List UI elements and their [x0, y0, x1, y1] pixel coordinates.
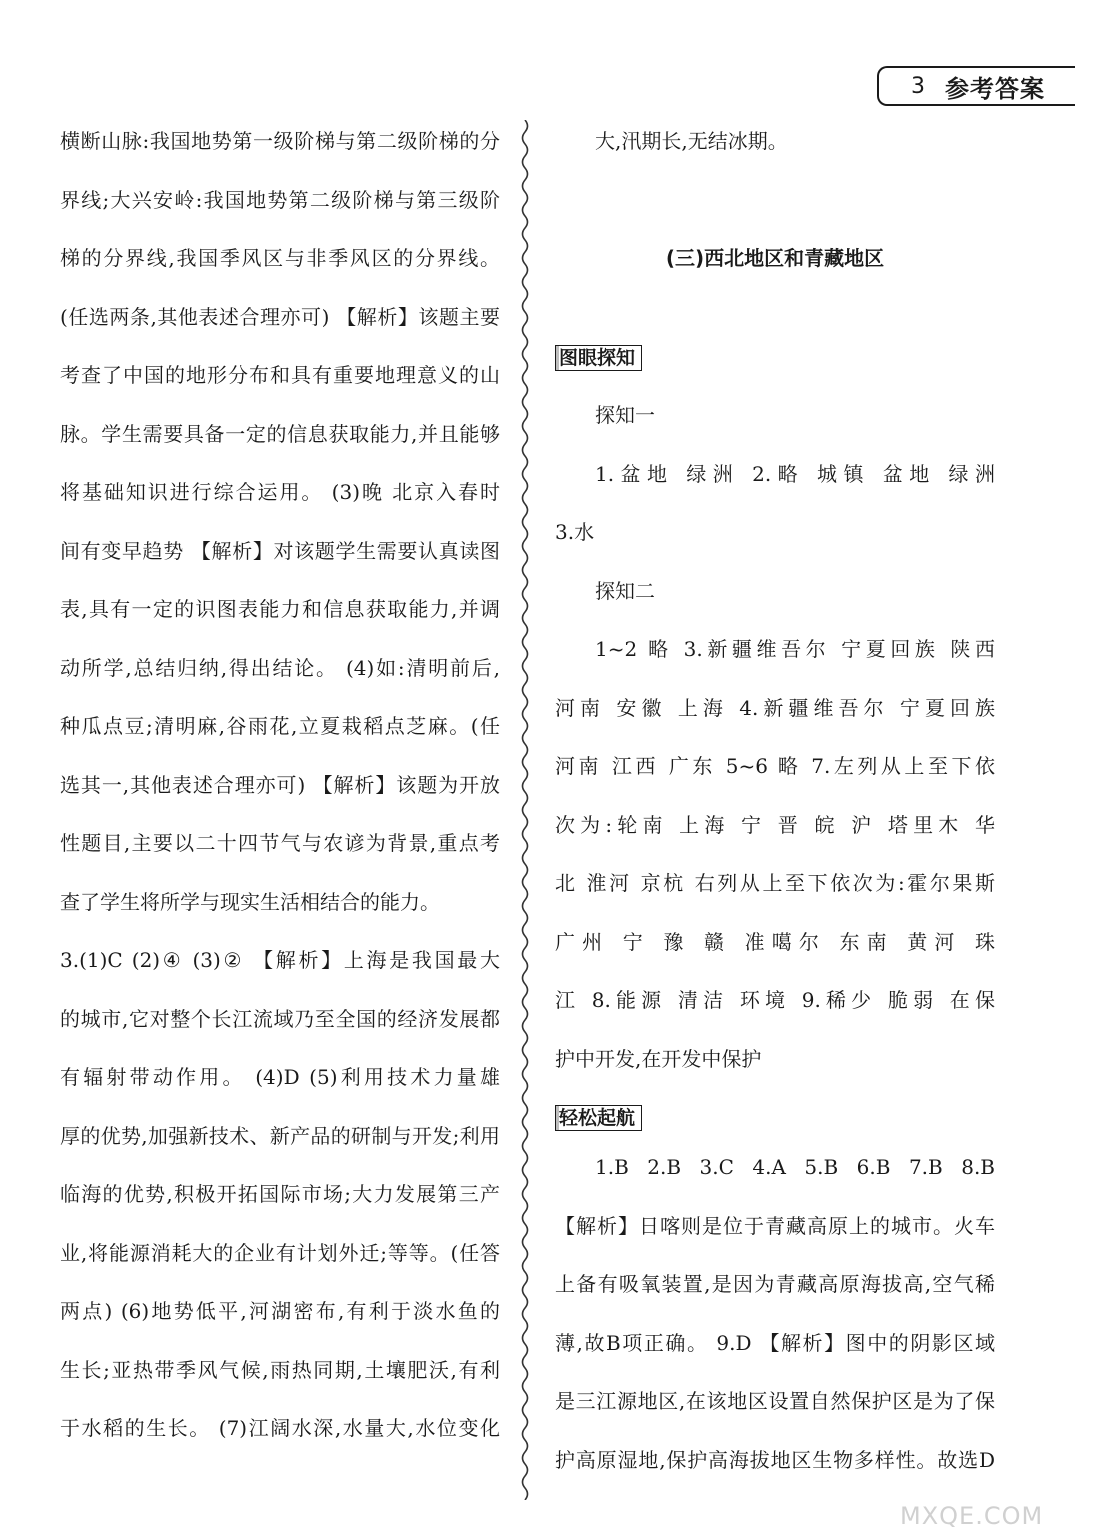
section-title: (三)西北地区和青藏地区 [665, 246, 885, 270]
left-line: 业,将能源消耗大的企业有计划外迁;等等。(任答 [60, 1240, 500, 1265]
answer-line: 【解析】日喀则是位于青藏高原上的城市。火车 [555, 1213, 995, 1238]
left-line: 3.(1)C (2)④ (3)② 【解析】上海是我国最大 [60, 948, 500, 972]
left-line: 界线;大兴安岭:我国地势第二级阶梯与第三级阶 [60, 187, 500, 212]
section-tag-qingsong: 轻松起航 [555, 1105, 642, 1131]
continued-line: 大,汛期长,无结冰期。 [595, 129, 788, 153]
left-line: 考查了中国的地形分布和具有重要地理意义的山 [60, 363, 500, 387]
answer-line: 护高原湿地,保护高海拔地区生物多样性。故选D [555, 1447, 995, 1472]
watermark-text: MXQE.COM [900, 1502, 1044, 1530]
left-line: 间有变早趋势 【解析】对该题学生需要认真读图 [60, 538, 500, 563]
left-line: 横断山脉:我国地势第一级阶梯与第二级阶梯的分 [60, 129, 500, 153]
answer-line: 河南 江西 广东 5~6 略 7.左列从上至下依 [555, 754, 995, 778]
left-line: 将基础知识进行综合运用。 (3)晚 北京入春时 [60, 480, 500, 504]
left-line: 生长;亚热带季风气候,雨热同期,土壤肥沃,有利 [60, 1357, 500, 1382]
answer-line: 上备有吸氧装置,是因为青藏高原海拔高,空气稀 [555, 1272, 995, 1296]
left-line: 选其一,其他表述合理亦可) 【解析】该题为开放 [60, 772, 500, 797]
column-divider [515, 120, 535, 1500]
left-line: 性题目,主要以二十四节气与农谚为背景,重点考 [60, 831, 500, 855]
section-tag-tuyan: 图眼探知 [555, 345, 642, 371]
right-column [555, 112, 995, 1489]
answer-line: 1~2 略 3.新疆维吾尔 宁夏回族 陕西 [595, 637, 995, 661]
answer-line: 3.水 [555, 520, 595, 544]
page-number: 3 [911, 73, 925, 99]
left-column [60, 112, 500, 1458]
left-line: (任选两条,其他表述合理亦可) 【解析】该题主要 [60, 304, 500, 329]
answer-line: 护中开发,在开发中保护 [555, 1046, 762, 1071]
answer-line: 1.B 2.B 3.C 4.A 5.B 6.B 7.B 8.B [595, 1155, 995, 1179]
left-line: 动所学,总结归纳,得出结论。 (4)如:清明前后, [60, 655, 500, 680]
answer-line: 河南 安徽 上海 4.新疆维吾尔 宁夏回族 [555, 695, 995, 720]
left-line: 有辐射带动作用。 (4)D (5)利用技术力量雄 [60, 1065, 500, 1089]
left-line: 种瓜点豆;清明麻,谷雨花,立夏栽稻点芝麻。(任 [60, 714, 500, 738]
subheading-explore-2: 探知二 [595, 578, 655, 603]
left-line: 查了学生将所学与现实生活相结合的能力。 [60, 889, 440, 914]
header-tab [877, 66, 1075, 106]
left-line: 临海的优势,积极开拓国际市场;大力发展第三产 [60, 1182, 500, 1206]
header-title: 参考答案 [945, 74, 1045, 103]
left-line: 表,具有一定的识图表能力和信息获取能力,并调 [60, 597, 500, 621]
answer-line: 是三江源地区,在该地区设置自然保护区是为了保 [555, 1389, 995, 1413]
left-line: 的城市,它对整个长江流域乃至全国的经济发展都 [60, 1006, 500, 1031]
left-line: 脉。学生需要具备一定的信息获取能力,并且能够 [60, 421, 500, 446]
answer-line: 江 8.能源 清洁 环境 9.稀少 脆弱 在保 [555, 988, 995, 1012]
answer-line: 薄,故B项正确。 9.D 【解析】图中的阴影区域 [555, 1330, 995, 1355]
left-line: 两点) (6)地势低平,河湖密布,有利于淡水鱼的 [60, 1299, 500, 1323]
left-line: 厚的优势,加强新技术、新产品的研制与开发;利用 [60, 1123, 500, 1148]
left-line: 梯的分界线,我国季风区与非季风区的分界线。 [60, 246, 500, 270]
left-line: 于水稻的生长。 (7)江阔水深,水量大,水位变化 [60, 1416, 500, 1440]
answer-line: 广州 宁 豫 赣 准噶尔 东南 黄河 珠 [555, 929, 995, 954]
answer-line: 次为:轮南 上海 宁 晋 皖 沪 塔里木 华 [555, 812, 995, 837]
answer-line: 1.盆地 绿洲 2.略 城镇 盆地 绿洲 [595, 461, 995, 486]
answer-line: 北 淮河 京杭 右列从上至下依次为:霍尔果斯 [555, 871, 995, 895]
subheading-explore-1: 探知一 [595, 403, 655, 427]
watermark [900, 1440, 1085, 1530]
